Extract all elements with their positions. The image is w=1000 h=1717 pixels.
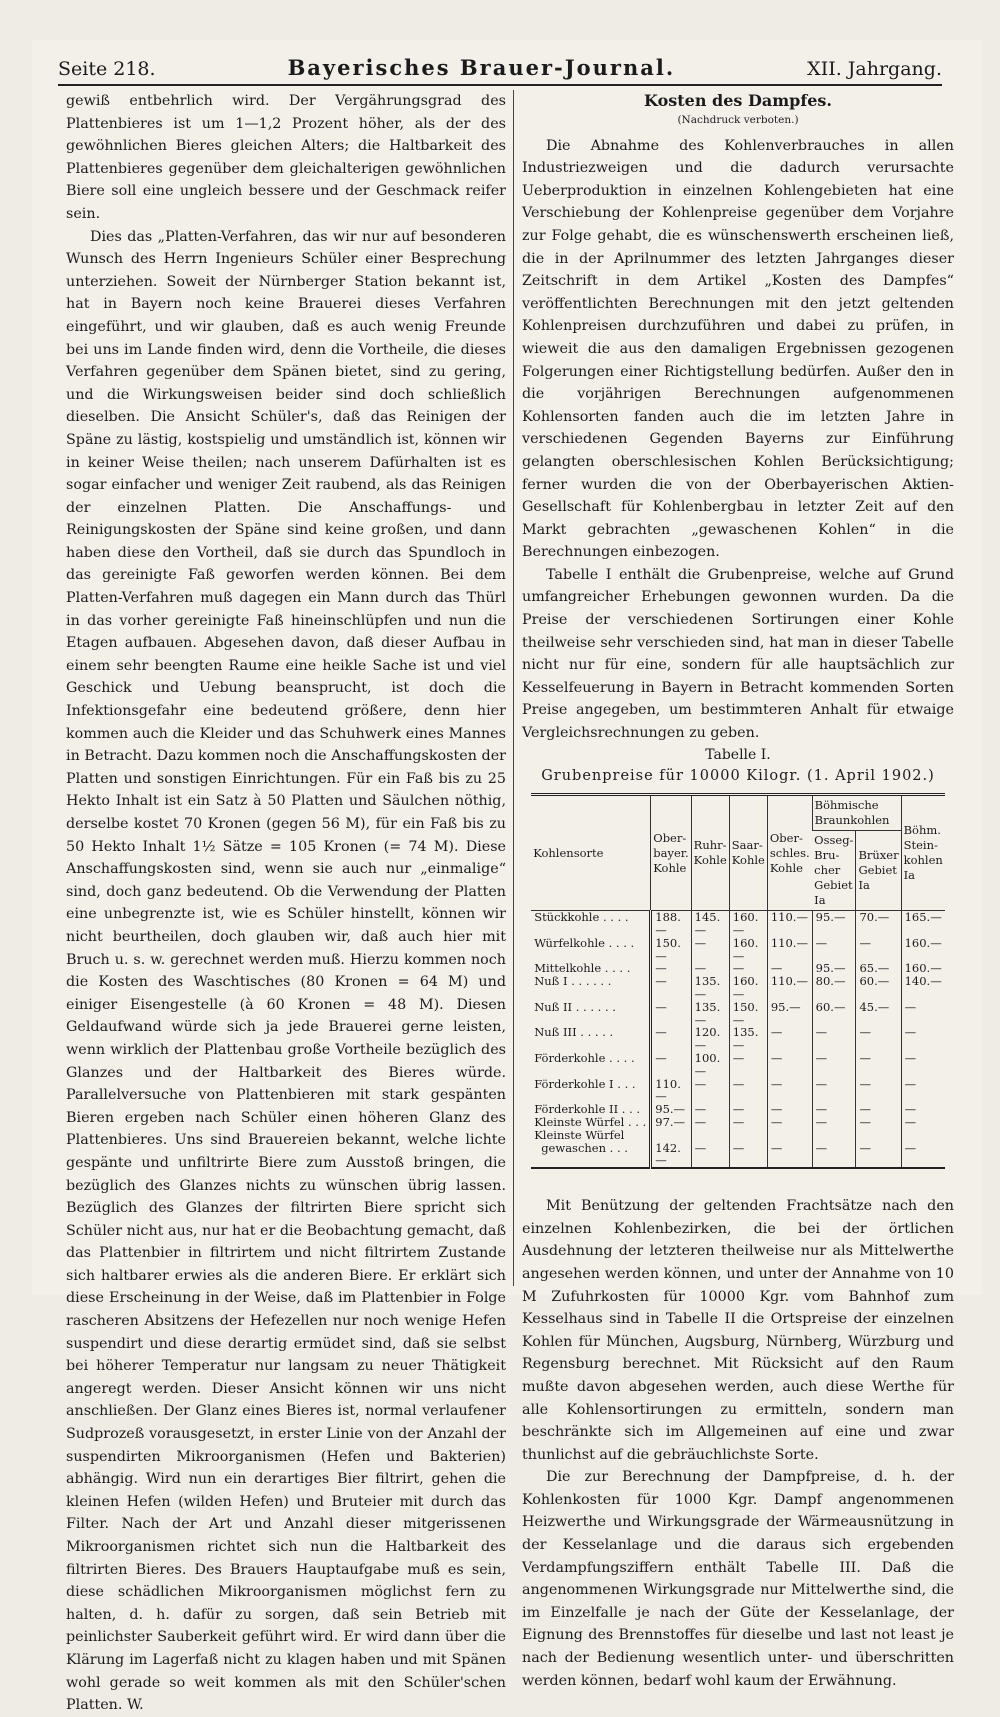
table-row [531,975,945,1001]
page-number: Seite 218. [58,58,156,80]
table-cell: — [729,1116,767,1129]
table-cell: 45.— [856,1001,901,1027]
row-label: Förderkohle I . . . [534,1076,636,1091]
table-cell: — [729,1078,767,1104]
table-row [531,1116,945,1129]
col-oberschles: Ober-schles. Kohle [767,795,812,911]
table-cell: — [729,1103,767,1116]
table-row [531,1129,945,1142]
table-cell: 150.— [651,937,691,963]
table-cell: — [767,1103,812,1116]
volume-year: XII. Jahrgang. [807,58,942,80]
table-cell [691,1129,729,1142]
table-cell: — [812,1103,856,1116]
table-cell: — [691,1103,729,1116]
table-row [531,1001,945,1027]
table-cell: 110.— [651,1078,691,1104]
table-cell: — [691,962,729,975]
col-boehm-steinkohlen: Böhm. Stein-kohlen Ia [901,795,945,911]
table-cell: — [856,1116,901,1129]
table-cell: — [767,1078,812,1104]
col-kohlensorte: Kohlensorte [531,795,651,911]
table-cell: — [901,1001,945,1027]
table-cell: 95.— [651,1103,691,1116]
table-cell: 160.— [729,937,767,963]
table-cell: — [901,1026,945,1052]
table-cell: — [651,1001,691,1027]
table-cell: — [767,1142,812,1169]
article-heading: Kosten des Dampfes. [644,91,832,110]
table-cell: — [729,1142,767,1169]
table-cell: — [691,1078,729,1104]
table-cell: — [729,962,767,975]
table-cell: — [856,1052,901,1078]
table-row [531,1078,945,1104]
table-cell: 70.— [856,911,901,937]
right-paragraph-3: Mit Benützung der geltenden Frachtsätze nach den einzelnen Kohlenbezirken, die bei der örtlichen Ausdehnung der letzteren theilweise nur als Mittelwerthe angesehen werden können, und unter der Annahme von 10 M Zufuhrkosten für 10000 Kgr. vom Bahnhof zum Kesselhaus sind in Tabelle II die Ortspreise der einzelnen Kohlen für München, Augsburg, Nürnberg, Würzburg und Regensburg berechnet. Mit Rücksicht auf den Raum mußte davon abgesehen werden, auch diese Werthe für alle Kohlensortirungen zu ermitteln, sondern man beschränkte sich im Allgemeinen auf eine und zwar thunlichst auf die gebräuchlichste Sorte. [522,1198,954,1463]
table-cell: — [856,1142,901,1169]
row-label: Kleinste Würfel [534,1127,625,1142]
table-cell: 110.— [767,975,812,1001]
table-cell: 95.— [812,911,856,937]
table-cell [729,1129,767,1142]
row-label: Nuß III . . . . . [534,1025,614,1040]
table-cell: 97.— [651,1116,691,1129]
row-label: Nuß I . . . . . . [534,974,612,989]
table-cell: 160.— [901,962,945,975]
row-label: Kleinste Würfel . . . [534,1114,647,1129]
right-paragraph-4: Die zur Berechnung der Dampfpreise, d. h. der Kohlenkosten für 1000 Kgr. Dampf angenommenen Heizwerthe und Wirkungsgrade der Wärmeausnützung in der Kesselanlage und die daraus sich ergebenden Verdampfungsziffern enthält Tabelle III. Daß die angenommenen Wirkungsgrade nur Mittelwerthe sind, die im Einzelfalle je nach der Güte der Kesselanlage, der Eignung des Brennstoffes für dieselbe und last not least je nach der Bedienung wesentlich unter- und überschritten werden können, bedarf wohl kaum der Erwähnung. [522,1469,954,1689]
table-cell: 160.— [729,975,767,1001]
table-cell [812,1129,856,1142]
table-cell: — [691,1116,729,1129]
table-cell: 100.— [691,1052,729,1078]
left-column [66,90,506,1717]
col-saar: Saar-Kohle [729,795,767,911]
table-cell: — [901,1103,945,1116]
table-cell: — [767,1052,812,1078]
table-cell: — [767,1026,812,1052]
row-label: Förderkohle II . . . [534,1102,641,1117]
table-row [531,1052,945,1078]
table-cell: — [812,1142,856,1169]
table-cell: 150.— [729,1001,767,1027]
table-cell: 120.— [691,1026,729,1052]
table-cell: 188.— [651,911,691,937]
table-cell: 160.— [729,911,767,937]
table-cell: — [651,1052,691,1078]
table-cell: 135.— [729,1026,767,1052]
row-label: Förderkohle . . . . [534,1050,635,1065]
table-cell: — [691,1142,729,1169]
table-cell: 110.— [767,911,812,937]
table-cell: 135.— [691,975,729,1001]
table-cell: — [651,962,691,975]
row-label: Stückkohle . . . . [534,910,629,925]
table-cell: — [812,937,856,963]
col-ossegg: Osseg-Bru-cher Gebiet Ia [812,831,856,911]
table-cell: — [651,1026,691,1052]
table-cell [856,1129,901,1142]
col-oberbayer: Ober-bayer. Kohle [651,795,691,911]
table-cell: — [729,1052,767,1078]
left-paragraph-2: Dies das „Platten-Verfahren, das wir nur auf besonderen Wunsch des Herrn Ingenieurs Schüler einer Besprechung unterziehen. Soweit der Nürnberger Station bekannt ist, hat in Bayern noch keine Brauerei dieses Verfahren eingeführt, und wir glauben, daß es auch wenig Freunde bei uns im Lande finden wird, denn die Vortheile, die dieses Verfahren gegenüber dem Spänen bietet, sind zu gering, und die Wirkungsweisen beider sind doch schließlich dieselben. Die Ansicht Schüler's, daß das Reinigen der Späne zu lästig, kostspielig und umständlich ist, können wir in keiner Weise theilen; nach unserem Dafürhalten ist es sogar einfacher und weniger Zeit raubend, als das Reinigen der einzelnen Platten. Die Anschaffungs- und Reinigungskosten der Späne sind keine großen, und dann haben diese den Vortheil, daß sie durch das Spundloch in das gereinigte Faß geworfen werden können. Bei dem Platten-Verfahren muß dagegen ein Mann durch das Thürl in das vorher gereinigte Faß hineinschlüpfen und nun die Etagen aufbauen. Abgesehen davon, daß dieser Aufbau in einem sehr beengten Raume eine heikle Sache ist und viel Geschick und Uebung beansprucht, ist doch die Infektionsgefahr eine bedeutend größere, denn hier kommen auch die Kleider und das Schuhwerk eines Mannes in Betracht. Dazu kommen noch die Anschaffungskosten der Platten und sonstigen Einrichtungen. Für ein Faß bis zu 25 Hekto Inhalt ist ein Satz à 50 Platten und Säulchen nöthig, derselbe kostet 70 Kronen (gegen 56 M), für ein Faß bis zu 50 Hekto Inhalt 1½ Sätze = 105 Kronen (= 74 M). Diese Anschaffungskosten sind, wenn sie auch nur „einmalige“ sind, doch ganz bedeutend. Ob die Verwendung der Platten eine unbegrenzte ist, wie es Schüler hinstellt, können wir nicht beurtheilen, doch glauben wir, daß auch hier mit Bruch u. s. w. gerechnet werden muß. Hierzu kommen noch die Kosten des Waschtisches (80 Kronen = 64 M) und einiger Eisengestelle (à 60 Kronen = 48 M). Diesen Geldaufwand würde sich ja jede Brauerei gerne leisten, wenn wirklich der Plattenbau große Vortheile bezüglich des Glanzes und der Haltbarkeit des Bieres würde. Parallelversuche von Plattenbieren mit stark gespänten Bieren ergeben nach Schüler einen höheren Glanz des Plattenbieres. Uns sind Brauereien bekannt, welche lichte gespänte und unfiltrirte Biere zum Ausstoß bringen, die bezüglich des Glanzes nichts zu wünschen übrig lassen. Bezüglich des Glanzes der filtrirten Biere spricht sich Schüler nicht aus, nur hat er die Beobachtung gemacht, daß das Plattenbier in filtrirtem und nicht filtrirtem Zustande sich haltbarer erwies als die anderen Biere. Er erklärt sich diese Erscheinung in der Weise, daß im Plattenbier in Folge rascheren Absitzens der Hefezellen nur noch wenige Hefen suspendirt und diese derartig ermüdet sind, daß sie selbst bei höherer Temperatur nur langsam zu neuer Thätigkeit angeregt werden. Dieser Ansicht können wir uns nicht anschließen. Der Glanz eines Bieres ist, normal verlaufener Sudprozeß vorausgesetzt, in erster Linie von der Anzahl der suspendirten Mikroorganismen (Hefen und Bakterien) abhängig. Wird nun ein derartiges Bier filtrirt, gehen die kleinen Hefen (wilden Hefen) und Bruteier mit durch das Filter. Nach der Art und Anzahl dieser mitgerissenen Mikroorganismen richtet sich nun die Haltbarkeit des filtrirten Bieres. Des Brauers Hauptaufgabe muß es sein, diese schädlichen Mikroorganismen möglichst fern zu halten, d. h. dafür zu sorgen, daß sein Betrieb mit peinlichster Sauberkeit geführt wird. Er wird dann über die Klärung im Lagerfaß nicht zu klagen haben und mit Spänen wohl gerade so weit kommen als mit den Schüler'schen Platten. W. [66,228,506,1714]
table-cell [901,1129,945,1142]
row-label: Mittelkohle . . . . [534,961,631,976]
table-cell: — [812,1078,856,1104]
table-cell: 95.— [767,1001,812,1027]
table-cell: — [812,1052,856,1078]
table-cell: — [901,1052,945,1078]
table-title: Grubenpreise für 10000 Kilogr. (1. April 1902.) [541,767,935,784]
table-cell: 60.— [812,1001,856,1027]
header-rule [58,84,942,86]
right-paragraph-1: Die Abnahme des Kohlenverbrauches in allen Industriezweigen und die dadurch verursachte Ueberproduktion in einzelnen Kohlengebieten hat eine Verschiebung der Kohlenpreise gegenüber dem Vorjahre zur Folge gehabt, die es wünschenswerth erscheinen ließ, die in der Aprilnummer des letzten Jahrganges dieser Zeitschrift in dem Artikel „Kosten des Dampfes“ veröffentlichten Berechnungen mit den jetzt geltenden Kohlenpreisen durchzuführen und dabei zu prüfen, in wieweit die aus den damaligen Ergebnissen gezogenen Folgerungen einer Richtigstellung bedürfen. Außer den in die vorjährigen Berechnungen aufgenommenen Kohlensorten fanden auch die im letzten Jahre in verschiedenen Gegenden Bayerns zur Einführung gelangten oberschlesischen Kohlen Berücksichtigung; ferner wurden die von der Oberbayerischen Aktien-Gesellschaft für Kohlenbergbau in letzter Zeit auf den Markt gebrachten „gewaschenen Kohlen“ in die Berechnungen einbezogen. [522,137,954,561]
table-cell: — [856,1103,901,1116]
table-cell: 140.— [901,975,945,1001]
table-cell: 160.— [901,937,945,963]
table-cell: — [901,1142,945,1169]
table-cell: 145.— [691,911,729,937]
table-cell: 95.— [812,962,856,975]
table-cell: — [691,937,729,963]
table-cell: 60.— [856,975,901,1001]
page-header [58,46,942,80]
table-cell: 65.— [856,962,901,975]
table-cell: — [856,1078,901,1104]
table-cell: — [812,1026,856,1052]
table-row [531,911,945,937]
table-cell: — [767,962,812,975]
table-cell: — [767,1116,812,1129]
col-group-boehm-braunkohlen: Böhmische Braunkohlen [812,795,901,831]
table-row [531,937,945,963]
reprint-note: (Nachdruck verboten.) [677,113,799,126]
table-cell: — [856,937,901,963]
left-paragraph-1: gewiß entbehrlich wird. Der Vergährungsgrad des Plattenbieres ist um 1—1,2 Prozent höher, als der des gewöhnlichen Bieres gleichen Alters; die Haltbarkeit des Plattenbieres gegenüber dem gleichalterigen gewöhnlichen Biere soll eine ungleich bessere und der Geschmack reifer sein. [66,93,506,222]
table-cell: 110.— [767,937,812,963]
col-bruexer: Brüxer Gebiet Ia [856,831,901,911]
table-caption: Tabelle I. [705,746,771,763]
col-ruhr: Ruhr-Kohle [691,795,729,911]
table-cell: — [651,975,691,1001]
table-row [531,1026,945,1052]
table-cell: — [812,1116,856,1129]
table-cell: 80.— [812,975,856,1001]
row-label: Würfelkohle . . . . [534,935,635,950]
table-cell: — [856,1026,901,1052]
price-table [531,793,945,1169]
right-column [522,90,954,1692]
table-cell: 142.— [651,1142,691,1169]
table-cell: 165.— [901,911,945,937]
row-label: gewaschen . . . [531,1142,651,1169]
table-cell [767,1129,812,1142]
table-cell: — [901,1078,945,1104]
row-label: Nuß II . . . . . . [534,999,616,1014]
table-cell: — [901,1116,945,1129]
column-divider [513,90,514,1286]
table-row [531,1142,945,1169]
right-paragraph-2: Tabelle I enthält die Grubenpreise, welche auf Grund umfangreicher Erhebungen gewonnen wurden. Da die Preise der verschiedenen Sortirungen einer Kohle theilweise sehr verschieden sind, hat man in dieser Tabelle nicht nur für eine, sondern für alle hauptsächlich zur Kesselfeuerung in Bayern in Betracht kommenden Sorten Preise angegeben, um bestimmteren Anhalt für etwaige Vergleichsrechnungen zu geben. [522,566,954,742]
table-cell [651,1129,691,1142]
journal-title: Bayerisches Brauer-Journal. [287,55,676,80]
table-cell: 135.— [691,1001,729,1027]
